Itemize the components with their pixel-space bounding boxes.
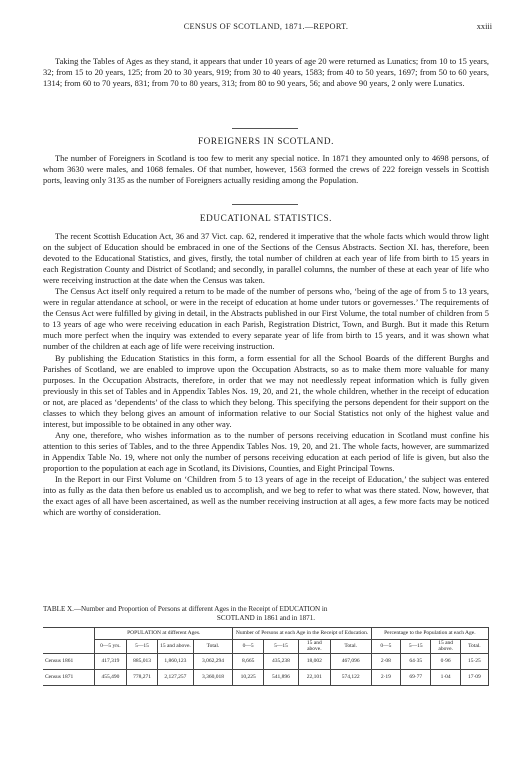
lunatics-section [43,56,489,89]
table-cell: 455,490 [95,669,127,685]
column-header: Total. [330,640,371,654]
table-cell: 1,860,123 [158,653,193,669]
table-cell: 541,896 [263,669,298,685]
section-rule [232,204,298,205]
group-header-population: POPULATION at different Ages. [95,628,233,640]
table-cell: 2·08 [371,653,400,669]
table-cell: 0·96 [431,653,460,669]
table-cell: 2·19 [371,669,400,685]
row-label: Census 1861 [43,653,95,669]
table-cell: 8,665 [233,653,263,669]
table-cell: 3,360,018 [193,669,233,685]
foreigners-section [43,153,489,186]
column-header: 15 and above. [299,640,331,654]
education-paragraph: The recent Scottish Education Act, 36 and 37 Vict. cap. 62, rendered it imperative that the whole facts which would throw light on the subject of Education should be embraced in one of the Sections of the Census Abstracts. Section XI. has, therefore, been devoted to the Educational Statistics, and gives, firstly, the total number of children at each year of life from birth to 15 years in each Registration County and District of Scotland; and secondly, in parallel columns, the number of these at each year of life who were receiving instruction at the date when the Census was taken. [43,231,489,286]
section-rule [232,128,298,129]
table-cell: 2,127,257 [158,669,193,685]
table-caption [43,605,489,623]
table-cell: 18,002 [299,653,331,669]
education-paragraph: By publishing the Education Statistics in this form, a form essential for all the School Boards of the different Burghs and Parishes of Scotland, we are enabled to improve upon the Occupation Abstracts, so as to make them more valuable for many purposes. In the Occupation Abstracts, therefore, in order that we may not needlessly repeat information which is fully given previously in this set of Tables and in Appendix Tables Nos. 19, 20, and 21, the whole children, whether in the receipt of education or not, are placed as ‘dependents’ of the class to which they belong. This specifying the persons dependent for their support on the classes to which they belong gives an amount of information relative to our Social Statistics not only of the highest value and interest, but impossible to be obtained in any other way. [43,352,489,429]
column-header: 15 and above. [431,640,460,654]
foreigners-heading: FOREIGNERS IN SCOTLAND. [197,136,335,146]
table-cell: 1·04 [431,669,460,685]
table-row [43,669,489,685]
column-header: 0—5 [371,640,400,654]
table-cell: 64·35 [401,653,431,669]
table-cell: 15·25 [460,653,488,669]
table-caption-line: SCOTLAND in 1861 and in 1871. [216,614,316,622]
education-section [43,231,489,518]
table-cell: 10,225 [233,669,263,685]
column-header: 15 and above. [158,640,193,654]
column-header: 5—15 [126,640,158,654]
column-header: Total. [460,640,488,654]
column-header: 5—15 [263,640,298,654]
table-cell: 467,096 [330,653,371,669]
foreigners-paragraph: The number of Foreigners in Scotland is too few to merit any special notice. In 1871 they amounted only to 4698 persons, of whom 3630 were males, and 1068 females. Of that number, however, 1563 formed the crews of 222 foreign vessels in Scottish ports, leaving only 3135 as the number of Foreigners actually residing among the Population. [43,153,489,186]
column-header: Total. [193,640,233,654]
education-paragraph: In the Report in our First Volume on ‘Children from 5 to 13 years of age in the receipt of Education,’ the subject was entered into as fully as the data then before us enabled us to accomplish, and we beg to refer to what was there stated. Now, however, that the exact ages of all have been ascertained, as well as the number receiving instruction at all ages, a few more facts may be noticed which are worthy of consideration. [43,474,489,518]
table-cell: 22,101 [299,669,331,685]
lunatics-paragraph: Taking the Tables of Ages as they stand, it appears that under 10 years of age 20 were returned as Lunatics; from 10 to 15 years, 32; from 15 to 20 years, 125; from 20 to 30 years, 919; from 30 to 40 years, 1583; from 40 to 50 years, 1697; from 50 to 60 years, 1314; from 60 to 70 years, 831; from 70 to 80 years, 313; from 80 to 90 years, 56; and above 90 years, 2 only were Lunatics. [43,56,489,89]
table-cell: 778,271 [126,669,158,685]
table-cell: 69·77 [401,669,431,685]
table-cell: 3,062,294 [193,653,233,669]
group-header-education: Number of Persons at each Age in the Receipt of Education. [233,628,371,640]
table-caption-line: TABLE X.—Number and Proportion of Persons at different Ages in the Receipt of EDUCATION in [43,605,328,613]
column-header: 5—15 [401,640,431,654]
table-cell: 435,238 [263,653,298,669]
education-paragraph: The Census Act itself only required a return to be made of the number of persons who, ‘being of the age of from 5 to 13 years, were in regular attendance at school, or were in the receipt of education at home under tutors or governesses.’ The requirements of the Census Act were fulfilled by giving in detail, in the Abstracts published in our First Volume, the total number of children from 5 to 13 years of age who were receiving education in each Parish, Registration District, Town, and Burgh. But it made this Return much more perfect when the inquiry was extended to every separate year of life from birth to 15 years, and it was shown what number of the children at each age of life were receiving instruction. [43,286,489,352]
column-header: 0—5 [233,640,263,654]
table-cell: 17·09 [460,669,488,685]
table-corner-cell [43,628,95,654]
table-row [43,653,489,669]
running-title: CENSUS OF SCOTLAND, 1871.—REPORT. [183,22,349,31]
running-header [40,22,492,34]
row-label: Census 1871 [43,669,95,685]
education-paragraph: Any one, therefore, who wishes information as to the number of persons receiving education in Scotland must confine his attention to this series of Tables, and to the three Appendix Tables Nos. 19, 20, and 21. The whole facts, however, are summarized in Appendix Table No. 19, where not only the number of persons receiving education at each period of life is given, but also the proportion to the population at each age in Scotland, its Divisions, Counties, and Eight Principal Towns. [43,429,489,473]
education-table [43,627,489,686]
group-header-percentage: Percentage to the Population at each Age. [371,628,488,640]
page-number: xxiii [476,22,492,31]
table-cell: 574,122 [330,669,371,685]
table-cell: 885,013 [126,653,158,669]
education-heading: EDUCATIONAL STATISTICS. [199,213,333,223]
column-header: 0—5 yrs. [95,640,127,654]
table-cell: 417,319 [95,653,127,669]
